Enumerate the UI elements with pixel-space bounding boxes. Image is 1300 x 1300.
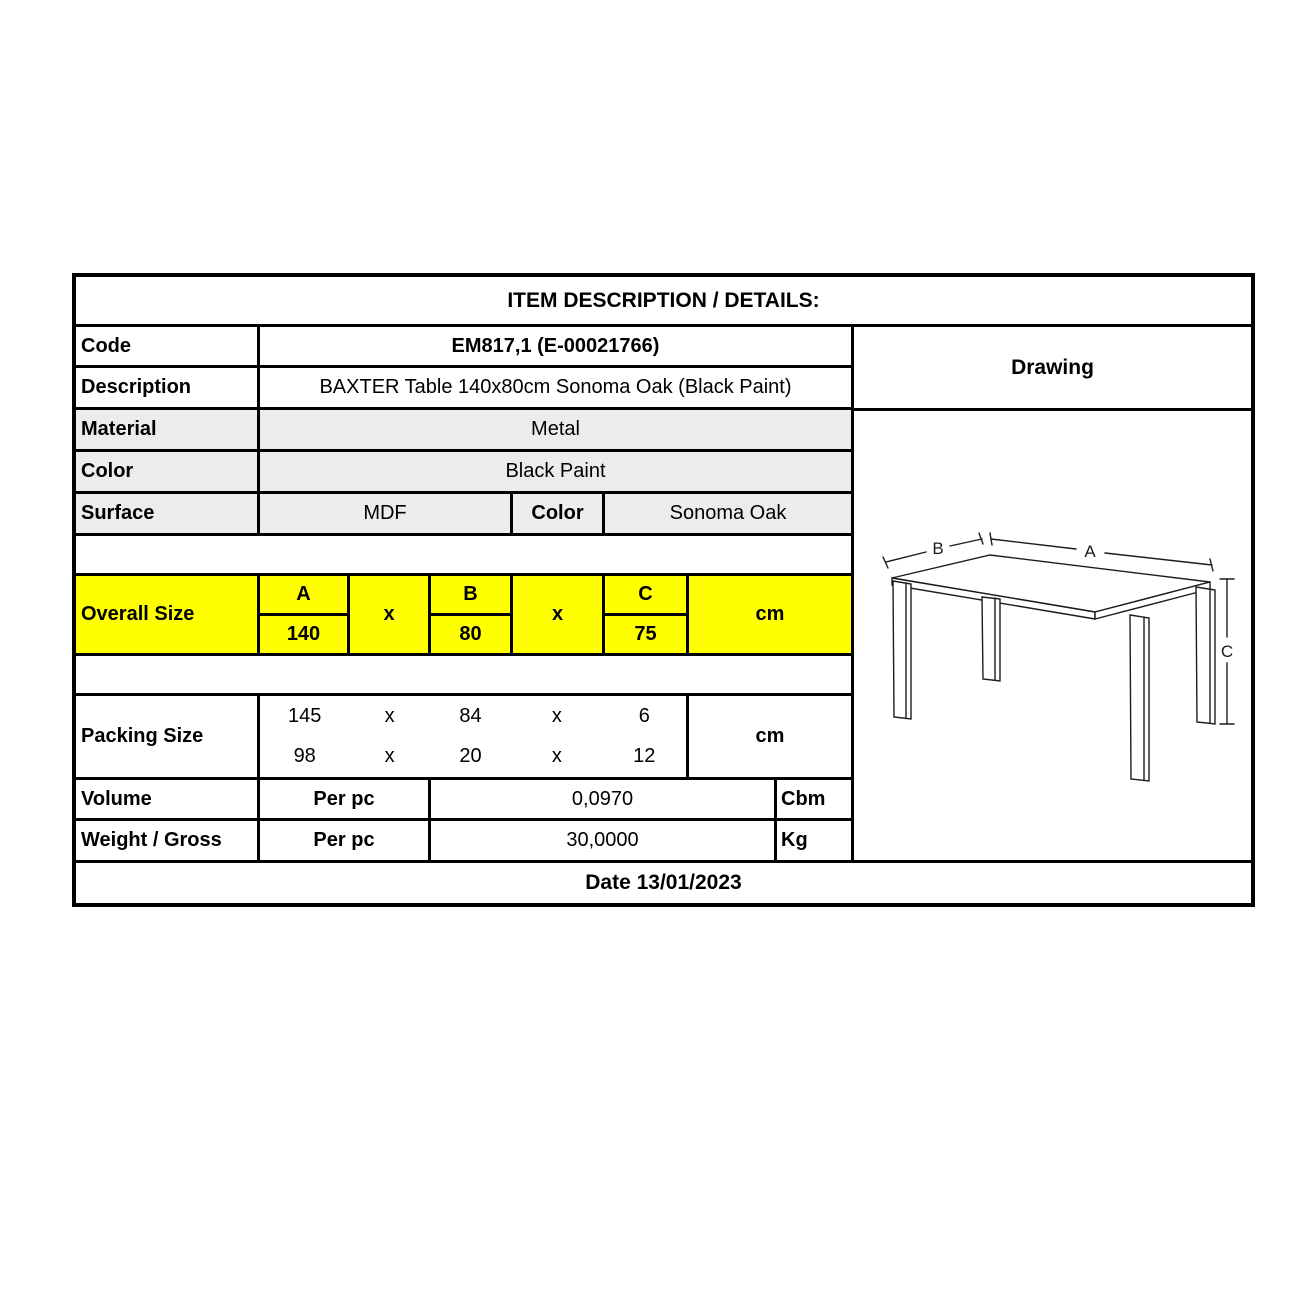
table-title: ITEM DESCRIPTION / DETAILS:	[76, 277, 1251, 327]
packing-1-a: 145	[288, 704, 322, 727]
dim-a-value: 140	[286, 623, 321, 645]
date-row: Date 13/01/2023	[585, 871, 742, 894]
drawing-panel	[854, 411, 1251, 860]
volume-per: Per pc	[260, 780, 431, 818]
overall-size-label: Overall Size	[76, 576, 260, 653]
row-color	[76, 452, 851, 494]
dim-c-letter: C	[605, 576, 686, 616]
row-packing-size	[76, 696, 851, 780]
volume-value: 0,0970	[431, 780, 777, 818]
weight-label: Weight / Gross	[76, 821, 260, 860]
overall-x2: x	[513, 576, 605, 653]
surface-color-label: Color	[513, 494, 605, 533]
weight-unit: Kg	[781, 829, 808, 851]
overall-dim-c	[605, 576, 689, 653]
surface-value: MDF	[260, 494, 513, 533]
overall-unit: cm	[755, 603, 785, 625]
packing-2-a: 98	[293, 745, 316, 768]
spec-columns	[76, 327, 854, 860]
volume-unit: Cbm	[781, 787, 826, 810]
packing-2-x2: x	[551, 745, 562, 768]
packing-1-x2: x	[551, 704, 562, 727]
row-volume	[76, 780, 851, 821]
row-overall-size	[76, 576, 851, 656]
surface-label: Surface	[76, 494, 260, 533]
drawing-title: Drawing	[854, 327, 1251, 411]
packing-2-c: 12	[633, 745, 656, 768]
row-code	[76, 327, 851, 368]
item-details-table	[72, 273, 1255, 907]
packing-dimensions	[260, 696, 689, 777]
description-label: Description	[76, 368, 260, 407]
spacer-row	[76, 536, 851, 576]
dim-a-letter: A	[260, 576, 347, 616]
dim-c-value: 75	[634, 623, 657, 645]
volume-label: Volume	[76, 780, 260, 818]
weight-value: 30,0000	[431, 821, 777, 860]
dim-b-letter: B	[431, 576, 510, 616]
overall-dim-b	[431, 576, 513, 653]
table-drawing	[854, 411, 1251, 860]
packing-1-b: 84	[459, 704, 482, 727]
dim-b-label: B	[932, 539, 944, 558]
overall-dim-a	[260, 576, 350, 653]
row-weight	[76, 821, 851, 860]
packing-size-label: Packing Size	[76, 696, 260, 777]
material-value: Metal	[531, 418, 580, 440]
surface-color-value: Sonoma Oak	[669, 502, 787, 524]
dim-b-value: 80	[459, 623, 482, 645]
code-label: Code	[76, 327, 260, 365]
weight-per: Per pc	[260, 821, 431, 860]
table-body	[76, 327, 1251, 863]
table-top	[892, 555, 1210, 619]
packing-1-x1: x	[384, 704, 395, 727]
row-description	[76, 368, 851, 410]
packing-2-b: 20	[459, 745, 482, 768]
color-label: Color	[76, 452, 260, 491]
drawing-column	[854, 327, 1251, 860]
color-value: Black Paint	[505, 460, 606, 482]
material-label: Material	[76, 410, 260, 449]
packing-1-c: 6	[638, 704, 650, 727]
packing-line-2	[260, 745, 686, 768]
row-surface	[76, 494, 851, 536]
overall-x1: x	[350, 576, 431, 653]
packing-unit: cm	[755, 725, 785, 747]
spacer-row	[76, 656, 851, 696]
packing-2-x1: x	[384, 745, 395, 768]
code-value: EM817,1 (E-00021766)	[451, 334, 660, 357]
row-material	[76, 410, 851, 452]
dim-a-label: A	[1084, 542, 1096, 561]
packing-line-1	[260, 705, 686, 728]
dim-c-label: C	[1220, 642, 1234, 661]
description-value: BAXTER Table 140x80cm Sonoma Oak (Black Paint)	[319, 376, 792, 398]
